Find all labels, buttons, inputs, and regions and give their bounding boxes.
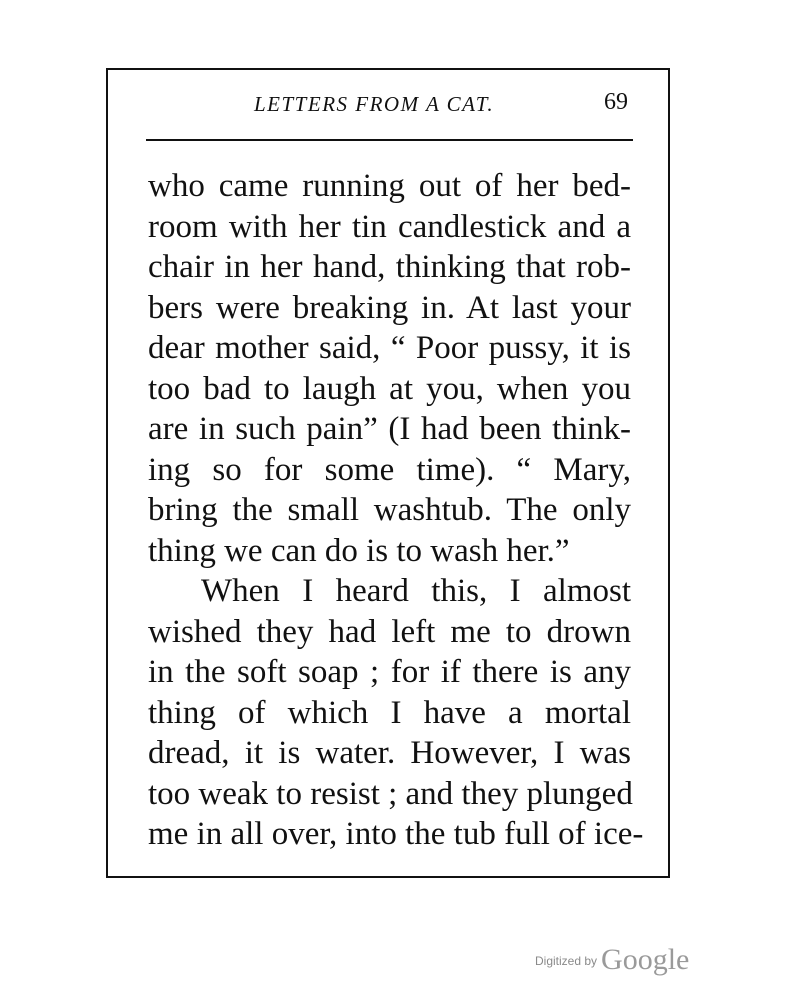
watermark-prefix: Digitized by [535, 954, 598, 968]
watermark-brand: Google [601, 943, 690, 976]
page-number: 69 [604, 89, 628, 115]
text-line: dread, it is water. However, I was [148, 735, 631, 771]
running-head [108, 90, 668, 122]
text-line: bers were breaking in. At last your [148, 289, 631, 326]
text-line: are in such pain” (I had been think- [148, 411, 631, 447]
digitized-watermark [535, 943, 689, 977]
text-line: too bad to laugh at you, when you [148, 370, 631, 407]
page-frame [106, 68, 670, 878]
text-line: in the soft soap ; for if there is any [148, 654, 631, 690]
text-line: thing of which I have a mortal [148, 694, 631, 731]
text-line: dear mother said, “ Poor pussy, it is [148, 330, 631, 366]
text-line: me in all over, into the tub full of ice- [148, 816, 644, 852]
text-line: chair in her hand, thinking that rob- [148, 249, 631, 285]
running-title: LETTERS FROM A CAT. [254, 92, 495, 116]
text-line: ing so for some time). “ Mary, [148, 451, 631, 488]
header-rule [146, 139, 633, 141]
text-line: wished they had left me to drown [148, 613, 631, 650]
text-line: thing we can do is to wash her.” [148, 532, 570, 569]
body-text [148, 166, 644, 855]
text-line: too weak to resist ; and they plunged [148, 775, 633, 812]
text-line: bring the small washtub. The only [148, 492, 631, 528]
text-line-paragraph-start: When I heard this, I almost [201, 573, 631, 609]
text-line: room with her tin candlestick and a [148, 208, 631, 245]
text-line: who came running out of her bed- [148, 168, 631, 204]
